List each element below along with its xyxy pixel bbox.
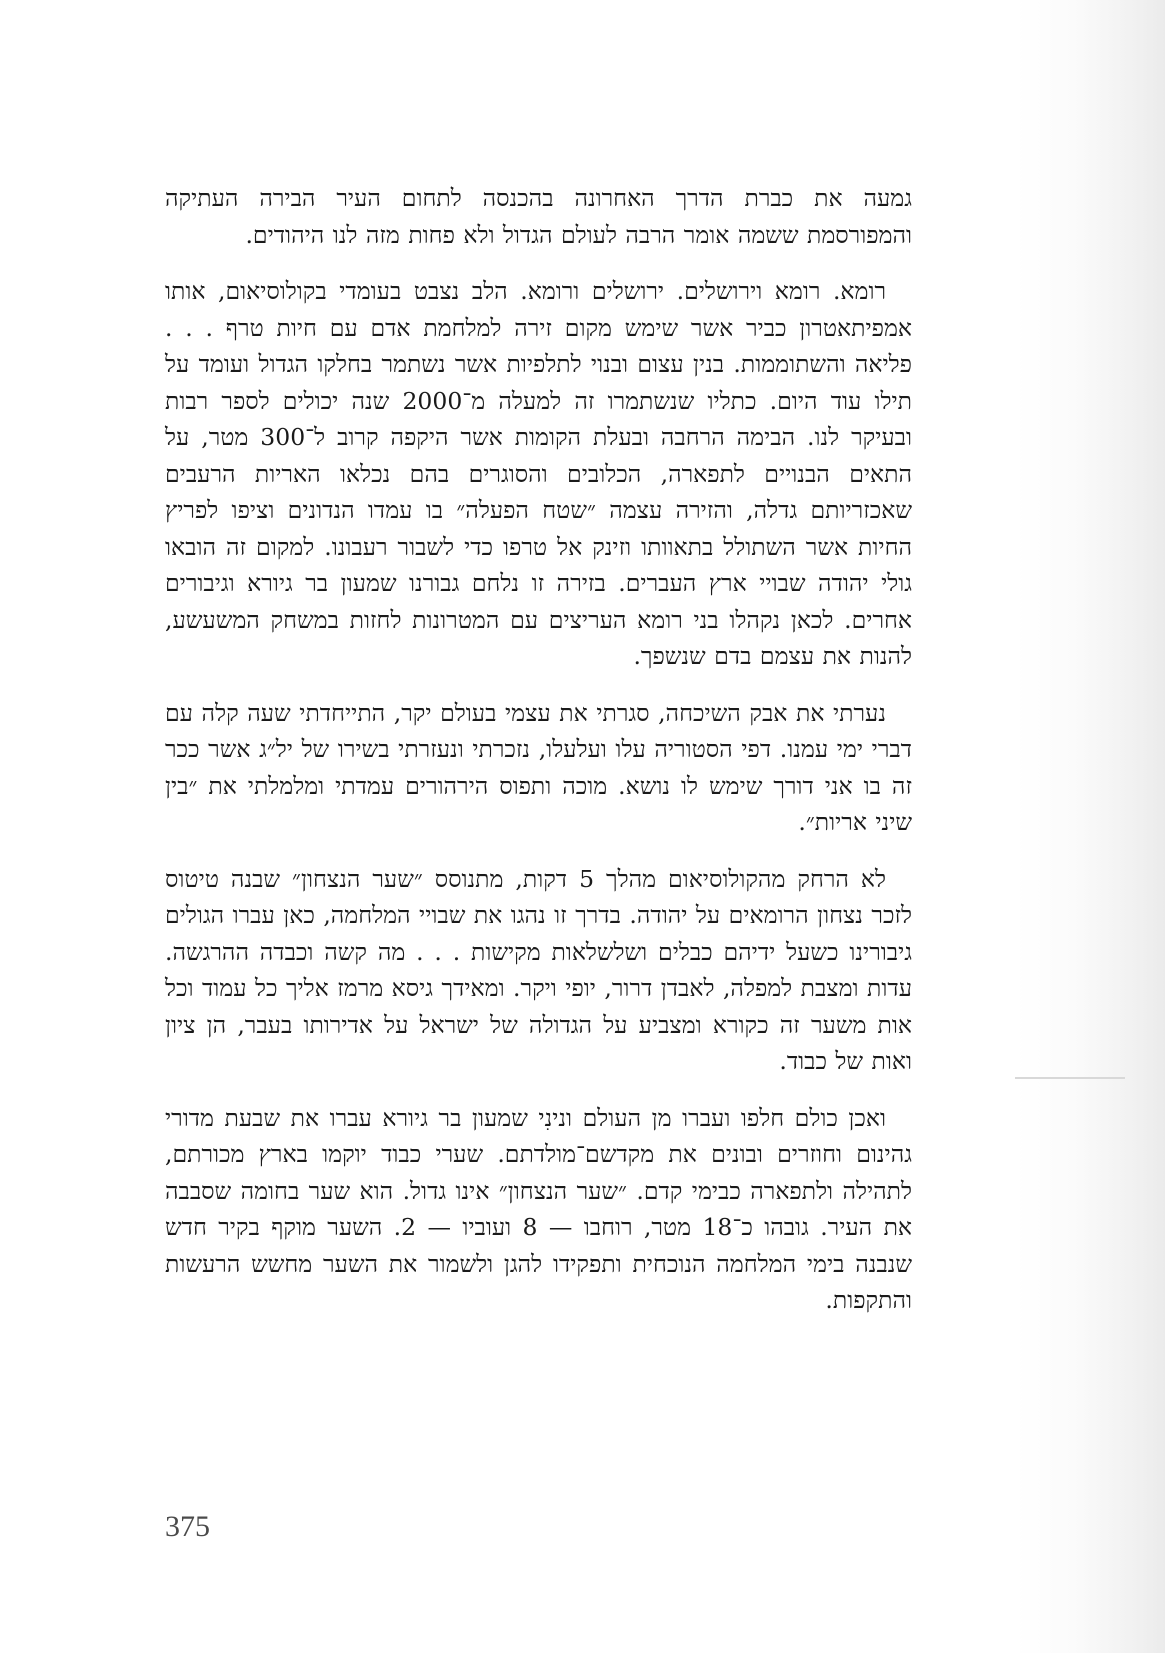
page-number: 375 [165, 1510, 210, 1543]
paragraph-arch-of-titus: לא הרחק מהקולוסיאום מהלך 5 דקות, מתנוסס ״שער הנצחון״ שבנה טיטוס לזכר נצחון הרומאים על יהודה. בדרך זו נהגו את שבויי המלחמה, כאן עברו הגולים גיבורינו כשעל ידיהם כבלים ושלשלאות מקישות . . . מה קשה וכבדה ההרגשה. עדות ומצבת למפלה, לאבדן דרור, יופי ויקר. ומאידך גיסא מרמז אליך כל עמוד וכל אות משער זה כקורא ומצביע על הגדולה של ישראל על אדירותו בעבר, הן ציון ואות של כבוד. [165, 864, 912, 1075]
paragraph-return: ואכן כולם חלפו ועברו מן העולם ונינִי שמעון בר גיורא עברו את שבעת מדורי גהינום וחוזרים ובונים את מקדשם־מולדתם. שערי כבוד יוקמו בארץ מכורתם, לתהילה ולתפארה כבימי קדם. ״שער הנצחון״ אינו גדול. הוא שער בחומה שסבבה את העיר. גובהו כ־18 מטר, רוחבו — 8 ועוביו — 2. השער מוקף בקיר חדש שנבנה בימי המלחמה הנוכחית ותפקידו להגן ולשמור את השער מחשש הרעשות והתקפות. [165, 1103, 913, 1314]
scan-artifact-line [1015, 1077, 1125, 1079]
paragraph-reflection: נערתי את אבק השיכחה, סגרתי את עצמי בעולם יקר, התייחדתי שעה קלה עם דברי ימי עמנו. דפי הסטוריה עלו ועלעלו, נזכרתי ונעזרתי בשירו של יל״ג אשר ככר זה בו אני דורך שימש לו נושא. מוכה ותפוס הירהורים עמדתי ומלמלתי את ״בין שיני אריות״. [165, 698, 912, 836]
scan-page-edge [1015, 0, 1165, 1653]
book-page-text [165, 180, 912, 1339]
paragraph-colosseum: רומא. רומא וירושלים. ירושלים ורומא. הלב נצבט בעומדי בקולוסיאום, אותו אמפיתאטרון כביר אשר שימש מקום זירה למלחמת אדם עם חיות טרף . . . פליאה והשתוממות. בנין עצום ובנוי לתלפיות אשר נשתמר בחלקו הגדול ועומד על תילו עוד היום. כתליו שנשתמרו זה למעלה מ־2000 שנה יכולים לספר רבות ובעיקר לנו. הבימה הרחבה ובעלת הקומות אשר היקפה קרוב ל־300 מטר, על התאים הבנויים לתפארה, הכלובים והסוגרים בהם נכלאו האריות הרעבים שאכזריותם גדלה, והזירה עצמה ״שטח הפעלה״ בו עמדו הנדונים וציפו לפריץ החיות אשר השתולל בתאוותו וזינק אל טרפו כדי לשבור רעבונו. למקום זה הובאו גולי יהודה שבויי ארץ העברים. בזירה זו נלחם גבורנו שמעון בר גיורא וגיבורים אחרים. לכאן נקהלו בני רומא העריצים עם המטרונות לחזות במשחק המשעשע, להנות את עצמם בדם שנשפך. [165, 277, 912, 670]
paragraph-arrival: גמעה את כברת הדרך האחרונה בהכנסה לתחום העיר הבירה העתיקה והמפורסמת ששמה אומר הרבה לעולם הגדול ולא פחות מזה לנו היהודים. [165, 184, 912, 249]
